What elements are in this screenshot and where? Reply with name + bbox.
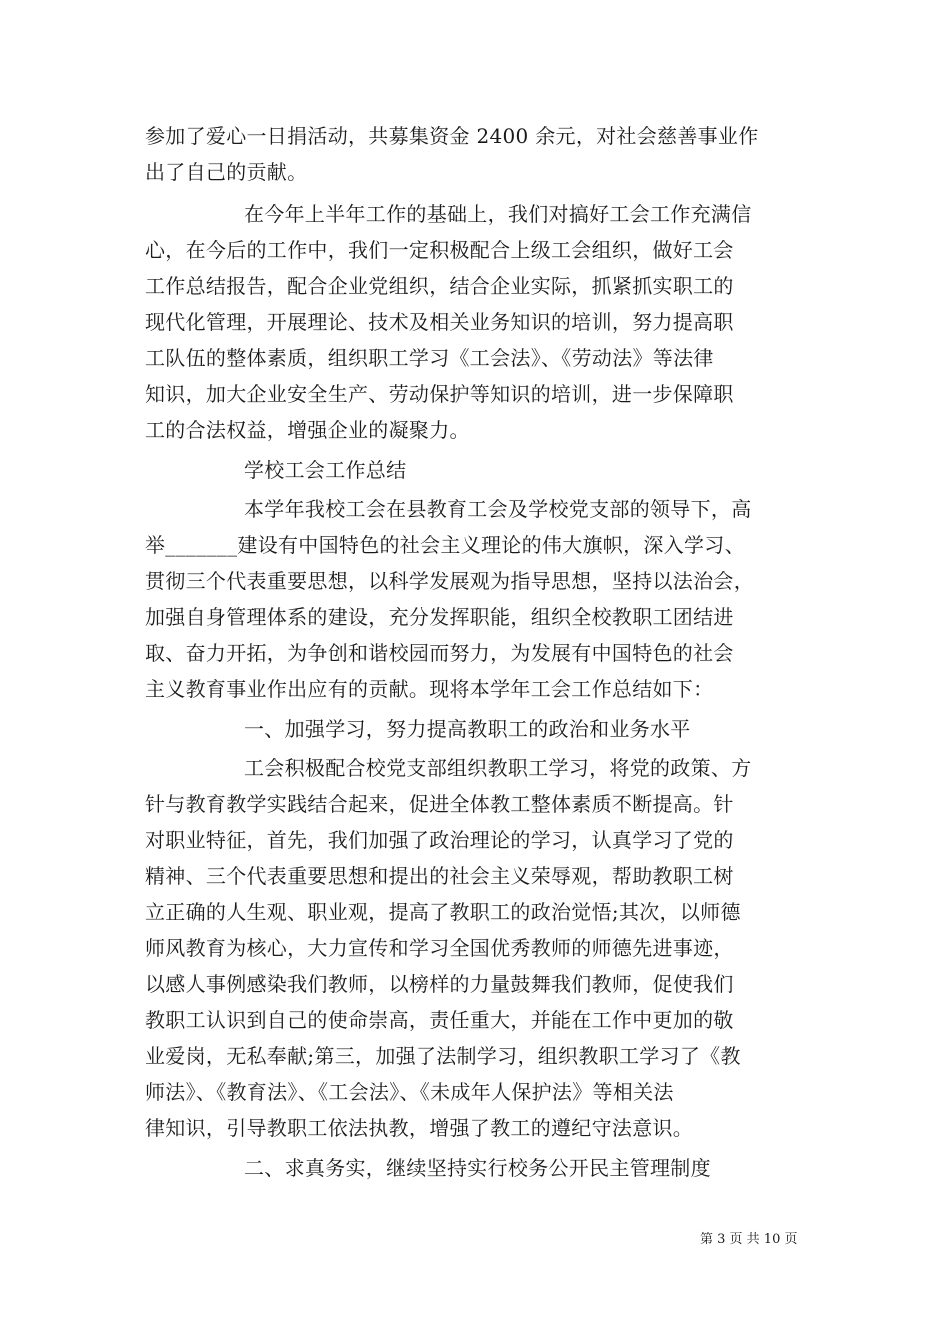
text-line: 贯彻三个代表重要思想，以科学发展观为指导思想，坚持以法治会， [145, 569, 754, 593]
text-line: 工作总结报告，配合企业党组织，结合企业实际，抓紧抓实职工的 [145, 274, 734, 298]
text-line: 工的合法权益，增强企业的凝聚力。 [145, 418, 470, 442]
paragraph-start-line: 在今年上半年工作的基础上，我们对搞好工会工作充满信 [244, 202, 752, 226]
section-heading-1: 一、加强学习，努力提高教职工的政治和业务水平 [244, 717, 691, 741]
text-line: 工队伍的整体素质，组织职工学习《工会法》、《劳动法》等法律 [145, 346, 714, 370]
text-line: 精神、三个代表重要思想和提出的社会主义荣辱观，帮助教职工树 [145, 864, 734, 888]
text-line: 出了自己的贡献。 [145, 160, 308, 184]
text-line: 参加了爱心一日捐活动，共募集资金 2400 余元，对社会慈善事业作 [145, 124, 759, 148]
section-title: 学校工会工作总结 [244, 458, 407, 482]
text-line: 针与教育教学实践结合起来，促进全体教工整体素质不断提高。针 [145, 792, 734, 816]
text-line: 师法》、《教育法》、《工会法》、《未成年人保护法》等相关法 [145, 1080, 674, 1104]
text-line: 取、奋力开拓，为争创和谐校园而努力，为发展有中国特色的社会 [145, 641, 734, 665]
text-line: 对职业特征，首先，我们加强了政治理论的学习，认真学习了党的 [145, 828, 734, 852]
text-line: 业爱岗，无私奉献;第三，加强了法制学习，组织教职工学习了《教 [145, 1044, 741, 1068]
text-line: 师风教育为核心，大力宣传和学习全国优秀教师的师德先进事迹， [145, 936, 734, 960]
paragraph-start-line: 本学年我校工会在县教育工会及学校党支部的领导下，高 [244, 497, 752, 521]
text-line: 加强自身管理体系的建设，充分发挥职能，组织全校教职工团结进 [145, 605, 734, 629]
text-line: 律知识，引导教职工依法执教，增强了教工的遵纪守法意识。 [145, 1116, 694, 1140]
page-number: 第 3 页 共 10 页 [700, 1232, 798, 1247]
text-line: 教职工认识到自己的使命崇高，责任重大，并能在工作中更加的敬 [145, 1008, 734, 1032]
section-heading-2: 二、求真务实，继续坚持实行校务公开民主管理制度 [244, 1156, 711, 1180]
text-line: 以感人事例感染我们教师，以榜样的力量鼓舞我们教师，促使我们 [145, 972, 734, 996]
text-line: 心，在今后的工作中，我们一定积极配合上级工会组织，做好工会 [145, 238, 734, 262]
text-line: 知识，加大企业安全生产、劳动保护等知识的培训，进一步保障职 [145, 382, 734, 406]
text-line: 现代化管理，开展理论、技术及相关业务知识的培训，努力提高职 [145, 310, 734, 334]
text-line: 主义教育事业作出应有的贡献。现将本学年工会工作总结如下： [145, 677, 714, 701]
paragraph-start-line: 工会积极配合校党支部组织教职工学习，将党的政策、方 [244, 756, 752, 780]
text-line: 立正确的人生观、职业观，提高了教职工的政治觉悟;其次，以师德 [145, 900, 741, 924]
text-line: 举_______建设有中国特色的社会主义理论的伟大旗帜，深入学习、 [145, 533, 745, 557]
